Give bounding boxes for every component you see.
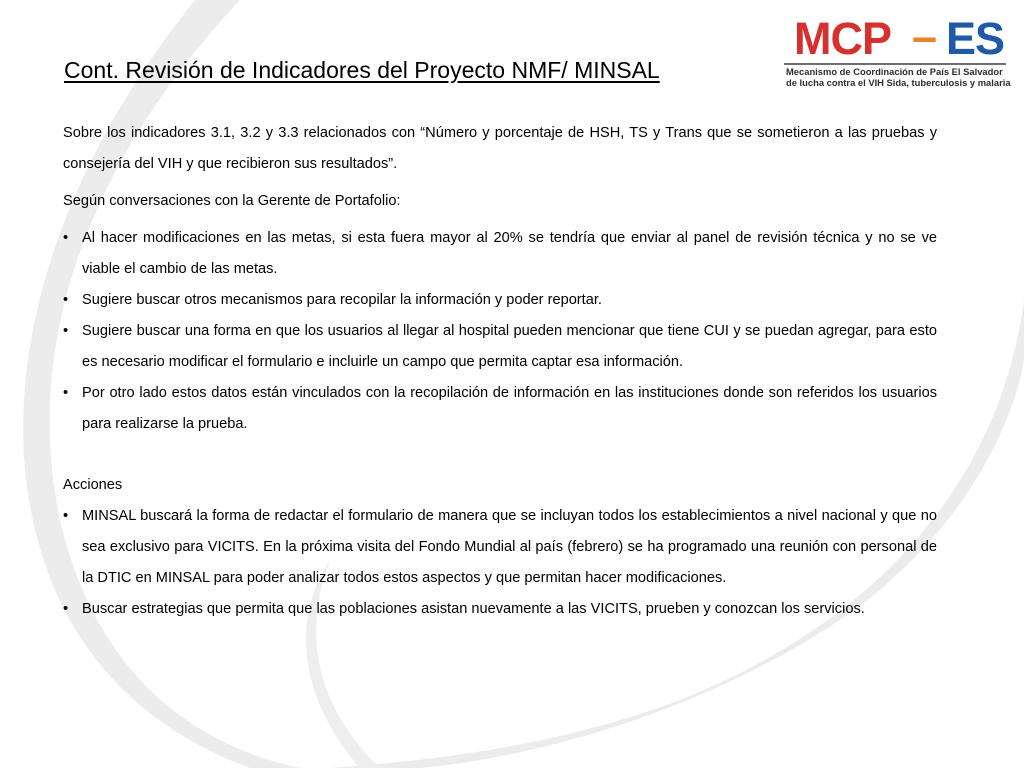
logo-acronym-left: MCP: [794, 16, 891, 60]
logo-caption-line1: Mecanismo de Coordinación de País El Salvador: [786, 66, 1003, 77]
actions-heading: Acciones: [63, 477, 123, 493]
list-item: • Sugiere buscar otros mecanismos para recopilar la información y poder reportar.: [63, 285, 937, 316]
mcp-es-logo: [784, 16, 1012, 90]
slide-content: [63, 118, 937, 625]
logo-mark: [794, 16, 1006, 60]
page-title: Cont. Revisión de Indicadores del Proyecto NMF/ MINSAL: [64, 57, 660, 83]
portfolio-list: [63, 223, 937, 440]
actions-list: [63, 501, 937, 625]
list-item: • MINSAL buscará la forma de redactar el formulario de manera que se incluyan todos los establecimientos a nivel nacional y que no sea exclusivo para VICITS. En la próxima visita del Fondo Mundial al país (febrero) se ha programado una reunión con personal de la DTIC en MINSAL para poder analizar todos estos aspectos y que permitan hacer modificaciones.: [63, 501, 937, 594]
logo-rule: [784, 63, 1006, 65]
list-item: • Sugiere buscar una forma en que los usuarios al llegar al hospital pueden mencionar que tiene CUI y se puedan agregar, para esto es necesario modificar el formulario e incluirle un campo que permita captar esa información.: [63, 316, 937, 378]
logo-caption-line2: de lucha contra el VIH Sida, tuberculosis y malaria: [786, 77, 1011, 88]
list-item: • Buscar estrategias que permita que las poblaciones asistan nuevamente a las VICITS, prueben y conozcan los servicios.: [63, 594, 937, 625]
logo-dash: –: [912, 16, 938, 60]
logo-acronym-right: ES: [946, 16, 1005, 60]
logo-caption: [786, 66, 1012, 88]
list-item: • Por otro lado estos datos están vinculados con la recopilación de información en las instituciones donde son referidos los usuarios para realizarse la prueba.: [63, 378, 937, 440]
list-item: • Al hacer modificaciones en las metas, si esta fuera mayor al 20% se tendría que enviar al panel de revisión técnica y no se ve viable el cambio de las metas.: [63, 223, 937, 285]
intro-paragraph: Sobre los indicadores 3.1, 3.2 y 3.3 relacionados con “Número y porcentaje de HSH, TS y Trans que se sometieron a las pruebas y consejería del VIH y que recibieron sus resultados”.: [63, 125, 937, 172]
portfolio-heading: Según conversaciones con la Gerente de Portafolio:: [63, 193, 401, 209]
